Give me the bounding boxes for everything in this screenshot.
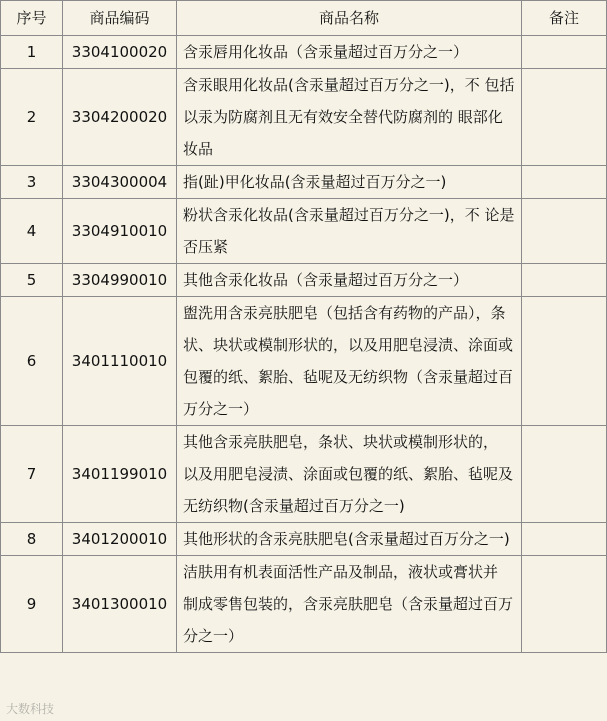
header-seq: 序号 (1, 1, 63, 36)
cell-name: 含汞唇用化妆品（含汞量超过百万分之一） (177, 36, 522, 69)
cell-name: 其他含汞亮肤肥皂，条状、块状或模制形状的， 以及用肥皂浸渍、涂面或包覆的纸、絮胎、毡呢及无纺织物(含汞量超过百万分之一) (177, 426, 522, 523)
cell-name: 含汞眼用化妆品(含汞量超过百万分之一)，不 包括以汞为防腐剂且无有效安全替代防腐剂的 眼部化妆品 (177, 69, 522, 166)
cell-code: 3304200020 (63, 69, 177, 166)
cell-seq: 2 (1, 69, 63, 166)
cell-note (522, 264, 607, 297)
cell-note (522, 199, 607, 264)
table-row (1, 264, 607, 297)
cell-note (522, 69, 607, 166)
cell-name: 指(趾)甲化妆品(含汞量超过百万分之一) (177, 166, 522, 199)
cell-note (522, 166, 607, 199)
cell-seq: 9 (1, 556, 63, 653)
table-row (1, 297, 607, 426)
cell-name: 盥洗用含汞亮肤肥皂（包括含有药物的产品），条状、块状或模制形状的，以及用肥皂浸渍、涂面或包覆的纸、絮胎、毡呢及无纺织物（含汞量超过百万分之一） (177, 297, 522, 426)
cell-seq: 3 (1, 166, 63, 199)
cell-code: 3401300010 (63, 556, 177, 653)
cell-code: 3304100020 (63, 36, 177, 69)
cell-note (522, 426, 607, 523)
cell-name: 洁肤用有机表面活性产品及制品，液状或膏状并 制成零售包装的，含汞亮肤肥皂（含汞量超过百万分之一） (177, 556, 522, 653)
cell-name: 其他含汞化妆品（含汞量超过百万分之一） (177, 264, 522, 297)
cell-name: 其他形状的含汞亮肤肥皂(含汞量超过百万分之一) (177, 523, 522, 556)
cell-seq: 5 (1, 264, 63, 297)
table-row (1, 199, 607, 264)
cell-code: 3401110010 (63, 297, 177, 426)
cell-name: 粉状含汞化妆品(含汞量超过百万分之一)，不 论是否压紧 (177, 199, 522, 264)
cell-seq: 8 (1, 523, 63, 556)
cell-code: 3304300004 (63, 166, 177, 199)
cell-note (522, 523, 607, 556)
table-row (1, 523, 607, 556)
table-row (1, 166, 607, 199)
table-row (1, 69, 607, 166)
header-name: 商品名称 (177, 1, 522, 36)
cell-seq: 6 (1, 297, 63, 426)
cell-code: 3401200010 (63, 523, 177, 556)
cell-note (522, 297, 607, 426)
cell-seq: 7 (1, 426, 63, 523)
cell-seq: 1 (1, 36, 63, 69)
cell-code: 3304990010 (63, 264, 177, 297)
cell-seq: 4 (1, 199, 63, 264)
table-row (1, 36, 607, 69)
table-header-row (1, 1, 607, 36)
table-row (1, 556, 607, 653)
cell-note (522, 556, 607, 653)
header-note: 备注 (522, 1, 607, 36)
table-row (1, 426, 607, 523)
cell-code: 3304910010 (63, 199, 177, 264)
watermark: 大数科技 (6, 702, 55, 716)
cell-note (522, 36, 607, 69)
header-code: 商品编码 (63, 1, 177, 36)
cell-code: 3401199010 (63, 426, 177, 523)
